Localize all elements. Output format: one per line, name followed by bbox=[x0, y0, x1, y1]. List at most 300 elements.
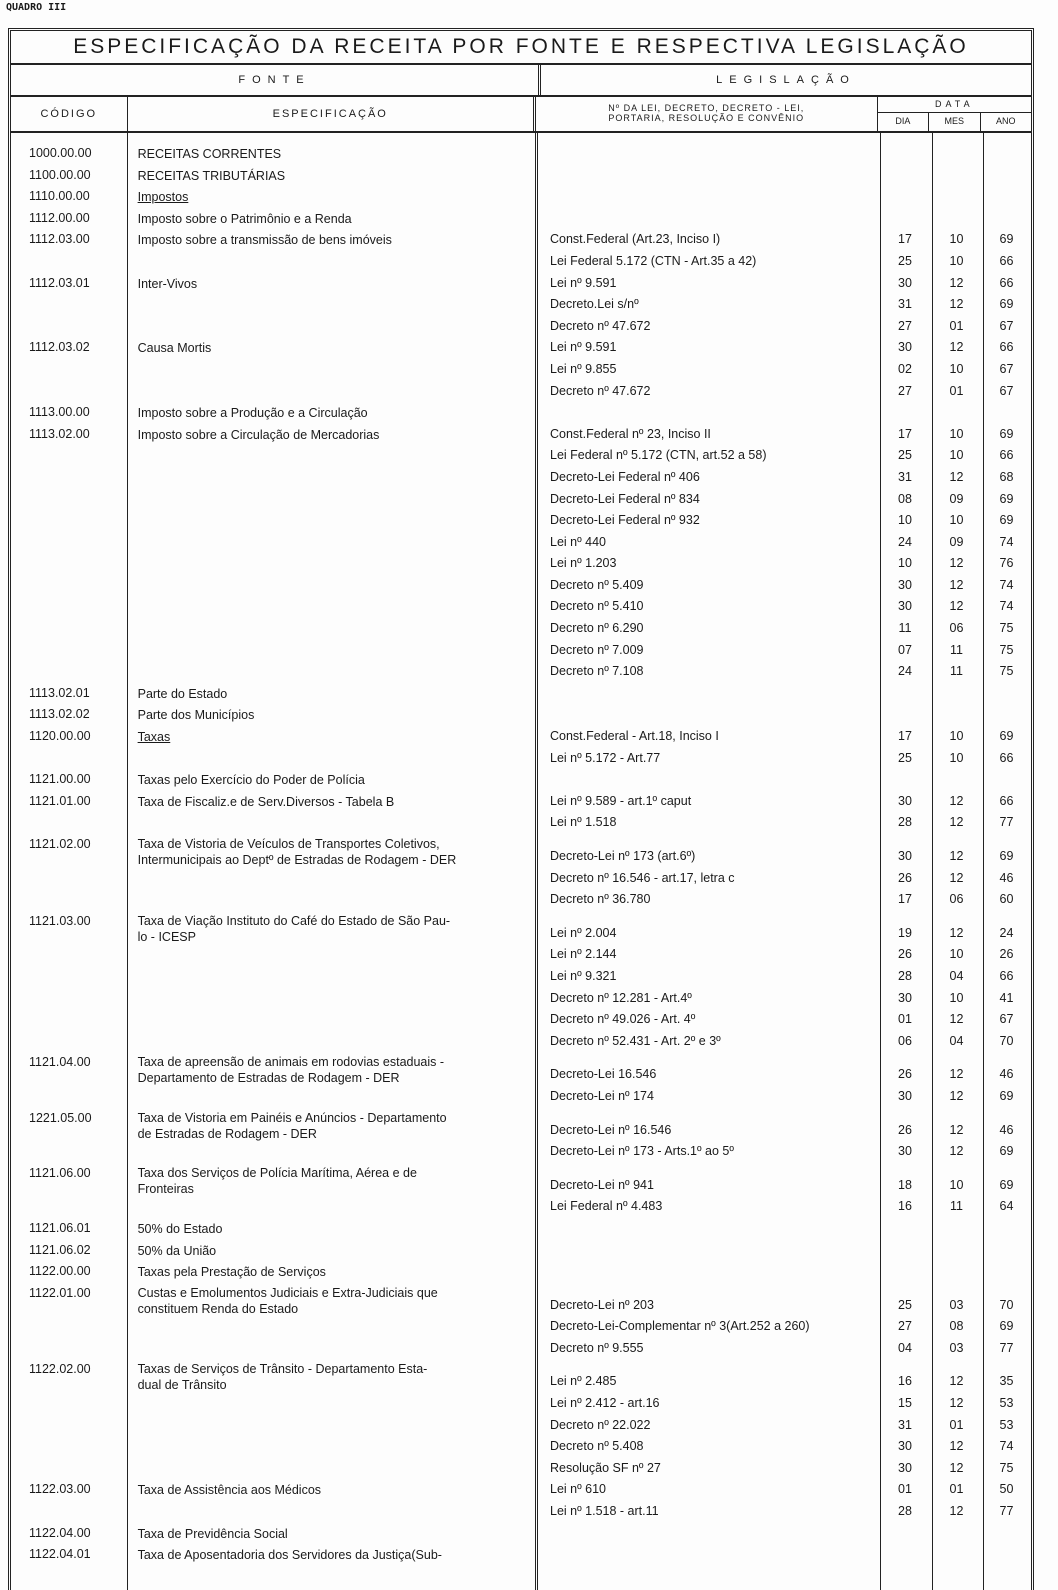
date-month: 12 bbox=[949, 556, 964, 571]
legislation-entry bbox=[536, 445, 1031, 467]
date-day: 07 bbox=[898, 642, 912, 657]
legislation-entry bbox=[536, 359, 1031, 381]
fonte-header: FONTE bbox=[11, 65, 541, 95]
date-day: 25 bbox=[898, 1297, 912, 1312]
row-code: 1121.04.00 bbox=[29, 1055, 91, 1070]
date-year: 69 bbox=[999, 1319, 1014, 1334]
ano-header: ANO bbox=[996, 116, 1016, 126]
date-month: 09 bbox=[949, 491, 964, 506]
date-month: 12 bbox=[949, 599, 964, 614]
legislation-name: Lei nº 440 bbox=[550, 534, 606, 549]
date-day: 25 bbox=[898, 253, 912, 268]
legislation-entry bbox=[536, 661, 1031, 683]
date-day: 10 bbox=[898, 556, 912, 571]
legislation-name: Decreto nº 16.546 - art.17, letra c bbox=[550, 870, 735, 885]
table-row bbox=[11, 229, 1031, 272]
date-day: 11 bbox=[898, 621, 912, 636]
table-row bbox=[11, 424, 1031, 683]
legislation-entry bbox=[536, 424, 1031, 446]
legislation-header-line-2: PORTARIA, RESOLUÇÃO E CONVÊNIO bbox=[608, 113, 805, 123]
legislation-name: Decreto-Lei Federal nº 406 bbox=[550, 469, 700, 484]
date-month: 12 bbox=[949, 849, 964, 863]
legislation-name: Lei nº 610 bbox=[550, 1482, 606, 1497]
date-day: 30 bbox=[898, 1460, 912, 1475]
date-day: 24 bbox=[898, 534, 912, 549]
date-month: 01 bbox=[949, 318, 964, 333]
legislation-entry bbox=[536, 846, 1031, 868]
table-row bbox=[11, 1052, 1031, 1107]
legislation-name: Decreto nº 5.408 bbox=[550, 1439, 644, 1454]
revenue-table bbox=[8, 28, 1034, 1590]
date-year: 69 bbox=[999, 297, 1014, 312]
row-code: 1112.03.02 bbox=[29, 340, 90, 355]
legislation-entry bbox=[536, 489, 1031, 511]
row-specification bbox=[128, 143, 536, 165]
table-row bbox=[11, 1479, 1031, 1522]
date-year: 64 bbox=[999, 1199, 1014, 1214]
specification-line: Impostos bbox=[137, 190, 189, 205]
date-day: 08 bbox=[898, 491, 912, 506]
date-year: 74 bbox=[999, 599, 1014, 614]
legislation-name: Decreto-Lei Federal nº 834 bbox=[550, 491, 700, 506]
legislation-entry bbox=[536, 1086, 1031, 1108]
date-month: 10 bbox=[949, 253, 964, 268]
legislation-entry bbox=[536, 596, 1031, 618]
date-day: 17 bbox=[898, 729, 912, 744]
date-year: 53 bbox=[999, 1396, 1014, 1411]
date-year: 69 bbox=[999, 1144, 1014, 1159]
date-month: 12 bbox=[949, 925, 964, 940]
legislation-name: Const.Federal - Art.18, Inciso I bbox=[550, 729, 719, 744]
specification-line: Causa Mortis bbox=[137, 341, 212, 356]
date-month: 11 bbox=[950, 642, 963, 657]
date-year: 24 bbox=[999, 925, 1014, 940]
legislation-name: Lei nº 2.004 bbox=[550, 925, 617, 940]
row-specification bbox=[128, 1218, 536, 1240]
date-month: 12 bbox=[949, 340, 964, 355]
date-day: 04 bbox=[898, 1340, 912, 1355]
legislation-name: Decreto-Lei nº 203 bbox=[550, 1297, 654, 1312]
specification-line: 50% do Estado bbox=[137, 1221, 223, 1236]
legislation-name: Decreto nº 7.108 bbox=[550, 664, 644, 679]
legislation-name: Decreto nº 12.281 - Art.4º bbox=[550, 990, 692, 1005]
legislation-name: Lei nº 2.144 bbox=[550, 947, 617, 962]
legislation-entry bbox=[536, 1436, 1031, 1458]
legislation-name: Lei nº 9.855 bbox=[550, 361, 617, 376]
date-month: 10 bbox=[949, 448, 964, 463]
legislation-entry bbox=[536, 575, 1031, 597]
date-year: 66 bbox=[999, 793, 1014, 808]
date-day: 30 bbox=[898, 275, 912, 290]
date-day: 31 bbox=[898, 297, 912, 312]
row-specification bbox=[128, 834, 536, 911]
legislation-entry bbox=[536, 889, 1031, 911]
legislation-entry bbox=[536, 748, 1031, 770]
legislation-name: Lei nº 5.172 - Art.77 bbox=[550, 750, 661, 765]
row-specification bbox=[128, 1544, 536, 1566]
date-day: 26 bbox=[898, 1067, 912, 1082]
legislation-name: Decreto-Lei nº 174 bbox=[550, 1088, 654, 1103]
date-day: 19 bbox=[898, 925, 912, 940]
row-specification bbox=[128, 186, 536, 208]
table-row bbox=[11, 834, 1031, 911]
column-header bbox=[11, 97, 1031, 133]
date-year: 75 bbox=[999, 1460, 1014, 1475]
date-day: 06 bbox=[898, 1033, 912, 1048]
table-row bbox=[11, 1261, 1031, 1283]
date-year: 69 bbox=[999, 426, 1014, 441]
date-year: 50 bbox=[999, 1482, 1014, 1497]
date-month: 01 bbox=[949, 1417, 964, 1432]
date-year: 69 bbox=[999, 849, 1014, 863]
date-month: 12 bbox=[949, 1088, 964, 1103]
row-specification bbox=[128, 911, 536, 1053]
date-year: 66 bbox=[999, 275, 1014, 290]
legislation-name: Const.Federal nº 23, Inciso II bbox=[550, 426, 711, 441]
date-year: 53 bbox=[999, 1417, 1014, 1432]
date-day: 26 bbox=[898, 1122, 912, 1137]
row-specification bbox=[128, 424, 536, 683]
table-title: ESPECIFICAÇÃO DA RECEITA POR FONTE E RESPECTIVA LEGISLAÇÃO bbox=[11, 31, 1031, 65]
date-day: 28 bbox=[898, 1504, 912, 1519]
date-year: 67 bbox=[999, 318, 1014, 333]
specification-line: constituem Renda do Estado bbox=[137, 1301, 299, 1316]
legislation-entry bbox=[536, 1009, 1031, 1031]
legislation-name: Decreto nº 5.410 bbox=[550, 599, 644, 614]
specification-line: Taxa de Aposentadoria dos Servidores da Justiça(Sub- bbox=[137, 1548, 442, 1563]
date-month: 06 bbox=[949, 621, 964, 636]
row-code: 1122.04.00 bbox=[29, 1525, 91, 1540]
date-day: 28 bbox=[898, 815, 912, 830]
row-code: 1121.06.00 bbox=[29, 1165, 91, 1180]
date-year: 66 bbox=[999, 750, 1014, 765]
date-month: 12 bbox=[949, 870, 964, 885]
date-month: 12 bbox=[949, 577, 964, 592]
specification-line: de Estradas de Rodagem - DER bbox=[137, 1126, 317, 1141]
date-year: 76 bbox=[999, 556, 1014, 571]
legislation-name: Decreto-Lei nº 941 bbox=[550, 1177, 654, 1192]
date-month: 11 bbox=[950, 1199, 963, 1214]
row-code: 1112.03.01 bbox=[29, 275, 90, 290]
date-month: 03 bbox=[949, 1297, 964, 1312]
date-year: 75 bbox=[999, 621, 1014, 636]
specification-line: Fronteiras bbox=[137, 1181, 194, 1196]
date-year: 66 bbox=[999, 448, 1014, 463]
specification-line: Parte do Estado bbox=[137, 686, 228, 701]
legislation-name: Lei nº 2.412 - art.16 bbox=[550, 1396, 660, 1411]
legislation-name: Lei Federal nº 4.483 bbox=[550, 1199, 663, 1214]
date-year: 69 bbox=[999, 1088, 1014, 1103]
legislation-entry bbox=[536, 1031, 1031, 1053]
specification-line: Parte dos Municípios bbox=[137, 708, 255, 723]
row-code: 1122.04.01 bbox=[29, 1547, 91, 1562]
table-row bbox=[11, 143, 1031, 165]
date-year: 66 bbox=[999, 253, 1014, 268]
specification-line: Taxas pela Prestação de Serviços bbox=[137, 1265, 326, 1280]
legislation-entry bbox=[536, 1393, 1031, 1415]
row-code: 1113.00.00 bbox=[29, 405, 90, 420]
specification-line: Imposto sobre a Produção e a Circulação bbox=[137, 406, 368, 421]
legislation-name: Lei nº 9.321 bbox=[550, 968, 617, 983]
table-row bbox=[11, 1240, 1031, 1262]
specification-line: Taxa dos Serviços de Polícia Marítima, Aérea e de bbox=[137, 1165, 417, 1180]
date-year: 77 bbox=[999, 1504, 1014, 1519]
date-day: 17 bbox=[898, 426, 912, 441]
legislation-name: Decreto.Lei s/nº bbox=[550, 297, 639, 312]
row-specification bbox=[128, 769, 536, 791]
row-specification bbox=[128, 791, 536, 834]
date-month: 10 bbox=[949, 232, 964, 247]
legislation-entry bbox=[536, 923, 1031, 945]
row-code: 1122.01.00 bbox=[29, 1285, 91, 1300]
legislation-name: Decreto-Lei nº 16.546 bbox=[550, 1122, 672, 1137]
legislation-entry bbox=[536, 988, 1031, 1010]
specification-line: lo - ICESP bbox=[137, 929, 196, 944]
row-code: 1113.02.00 bbox=[29, 426, 90, 441]
table-row bbox=[11, 1108, 1031, 1163]
legislation-name: Decreto-Lei 16.546 bbox=[550, 1067, 657, 1082]
legislation-entry bbox=[536, 1295, 1031, 1317]
date-month: 10 bbox=[949, 990, 964, 1005]
date-day: 27 bbox=[898, 383, 912, 398]
date-day: 16 bbox=[898, 1374, 912, 1389]
date-month: 03 bbox=[949, 1340, 964, 1355]
table-row bbox=[11, 683, 1031, 705]
legislation-name: Lei nº 9.589 - art.1º caput bbox=[550, 793, 692, 808]
legislation-name: Decreto nº 47.672 bbox=[550, 318, 651, 333]
table-row bbox=[11, 208, 1031, 230]
legislation-name: Lei nº 1.518 bbox=[550, 815, 617, 830]
specification-line: Imposto sobre a transmissão de bens imóveis bbox=[137, 233, 392, 248]
specification-line: Imposto sobre o Patrimônio e a Renda bbox=[137, 211, 352, 226]
date-day: 25 bbox=[898, 448, 912, 463]
table-row bbox=[11, 273, 1031, 338]
date-month: 04 bbox=[949, 968, 964, 983]
row-specification bbox=[128, 683, 536, 705]
date-month: 12 bbox=[949, 1439, 964, 1454]
legislation-entry bbox=[536, 812, 1031, 834]
row-code: 1121.01.00 bbox=[29, 793, 91, 808]
date-year: 67 bbox=[999, 1012, 1014, 1027]
date-day: 30 bbox=[898, 849, 912, 863]
date-year: 69 bbox=[999, 513, 1014, 528]
date-month: 04 bbox=[949, 1033, 964, 1048]
row-code: 1122.00.00 bbox=[29, 1264, 91, 1279]
row-code: 1121.03.00 bbox=[29, 913, 91, 928]
date-day: 30 bbox=[898, 793, 912, 808]
date-month: 10 bbox=[949, 1177, 964, 1192]
date-year: 69 bbox=[999, 729, 1014, 744]
date-day: 26 bbox=[898, 870, 912, 885]
date-day: 30 bbox=[898, 577, 912, 592]
date-month: 10 bbox=[949, 750, 964, 765]
quadro-label: QUADRO III bbox=[6, 2, 67, 13]
specification-line: Taxas bbox=[137, 730, 171, 745]
date-month: 12 bbox=[949, 793, 964, 808]
row-code: 1112.03.00 bbox=[29, 232, 90, 247]
date-day: 16 bbox=[898, 1199, 912, 1214]
table-row bbox=[11, 704, 1031, 726]
row-code: 1121.06.02 bbox=[29, 1242, 91, 1257]
table-row bbox=[11, 726, 1031, 769]
table-rows bbox=[11, 133, 1031, 1566]
legislation-entry bbox=[536, 251, 1031, 273]
date-month: 12 bbox=[949, 1012, 964, 1027]
date-month: 06 bbox=[949, 892, 964, 907]
row-specification bbox=[128, 273, 536, 338]
legislation-name: Lei Federal nº 5.172 (CTN, art.52 a 58) bbox=[550, 448, 767, 463]
date-year: 68 bbox=[999, 469, 1014, 484]
table-row bbox=[11, 1359, 1031, 1479]
date-month: 10 bbox=[949, 426, 964, 441]
dia-header: DIA bbox=[878, 113, 929, 131]
legislation-name: Lei nº 1.203 bbox=[550, 556, 617, 571]
row-specification bbox=[128, 726, 536, 769]
date-year: 70 bbox=[999, 1297, 1014, 1312]
specification-line: Departamento de Estradas de Rodagem - DER bbox=[137, 1071, 400, 1086]
date-month: 01 bbox=[949, 383, 964, 398]
date-day: 18 bbox=[898, 1177, 912, 1192]
legislation-name: Decreto-Lei nº 173 (art.6º) bbox=[550, 849, 696, 863]
legislation-name: Decreto nº 52.431 - Art. 2º e 3º bbox=[550, 1033, 721, 1048]
legislation-entry bbox=[536, 1316, 1031, 1338]
date-month: 09 bbox=[949, 534, 964, 549]
date-year: 67 bbox=[999, 361, 1014, 376]
row-specification bbox=[128, 1163, 536, 1218]
legislation-entry bbox=[536, 510, 1031, 532]
row-specification bbox=[128, 208, 536, 230]
table-row bbox=[11, 1218, 1031, 1240]
legislation-entry bbox=[536, 1371, 1031, 1393]
date-year: 69 bbox=[999, 232, 1014, 247]
mes-header: MES bbox=[929, 113, 980, 131]
especificacao-header: ESPECIFICAÇÃO bbox=[128, 97, 536, 131]
row-specification bbox=[128, 1523, 536, 1545]
date-month: 10 bbox=[949, 729, 964, 744]
date-day: 30 bbox=[898, 1144, 912, 1159]
table-body bbox=[11, 133, 1031, 1566]
date-year: 77 bbox=[999, 1340, 1014, 1355]
legislation-entry bbox=[536, 1064, 1031, 1086]
date-month: 12 bbox=[949, 1374, 964, 1389]
legislation-entry bbox=[536, 966, 1031, 988]
date-month: 12 bbox=[949, 815, 964, 830]
legislation-entry bbox=[536, 467, 1031, 489]
date-year: 46 bbox=[999, 870, 1014, 885]
legislation-entry bbox=[536, 229, 1031, 251]
legislation-entry bbox=[536, 726, 1031, 748]
row-specification bbox=[128, 1479, 536, 1522]
date-year: 77 bbox=[999, 815, 1014, 830]
legislation-entry bbox=[536, 1196, 1031, 1218]
date-day: 30 bbox=[898, 340, 912, 355]
specification-line: RECEITAS TRIBUTÁRIAS bbox=[137, 168, 286, 183]
table-row bbox=[11, 911, 1031, 1053]
specification-line: Taxa de Vistoria de Veículos de Transportes Coletivos, bbox=[137, 837, 440, 851]
legislation-number-header bbox=[536, 97, 878, 131]
legislation-entry bbox=[536, 532, 1031, 554]
date-year: 69 bbox=[999, 1177, 1014, 1192]
date-day: 25 bbox=[898, 750, 912, 765]
legislation-entry bbox=[536, 273, 1031, 295]
date-day: 17 bbox=[898, 892, 912, 907]
date-month: 12 bbox=[949, 1504, 964, 1519]
legislation-name: Decreto nº 47.672 bbox=[550, 383, 651, 398]
date-month: 12 bbox=[949, 1067, 964, 1082]
row-specification bbox=[128, 1052, 536, 1107]
table-row bbox=[11, 1283, 1031, 1360]
row-specification bbox=[128, 1240, 536, 1262]
date-day: 10 bbox=[898, 513, 912, 528]
row-code: 1121.00.00 bbox=[29, 772, 91, 787]
table-row bbox=[11, 1163, 1031, 1218]
legislation-name: Decreto-Lei nº 173 - Arts.1º ao 5º bbox=[550, 1144, 734, 1159]
date-month: 12 bbox=[949, 1122, 964, 1137]
legislation-name: Decreto-Lei Federal nº 932 bbox=[550, 513, 700, 528]
date-month: 12 bbox=[949, 297, 964, 312]
row-specification bbox=[128, 165, 536, 187]
row-code: 1121.02.00 bbox=[29, 837, 91, 851]
specification-line: Custas e Emolumentos Judiciais e Extra-Judiciais que bbox=[137, 1285, 438, 1300]
date-day: 28 bbox=[898, 968, 912, 983]
date-month: 12 bbox=[949, 275, 964, 290]
legislation-entry bbox=[536, 1141, 1031, 1163]
legislation-entry bbox=[536, 944, 1031, 966]
table-row bbox=[11, 791, 1031, 834]
row-specification bbox=[128, 1108, 536, 1163]
specification-line: Taxas pelo Exercício do Poder de Polícia bbox=[137, 773, 365, 788]
date-year: 26 bbox=[999, 947, 1014, 962]
date-day: 30 bbox=[898, 990, 912, 1005]
codigo-header: CÓDIGO bbox=[11, 97, 128, 131]
row-code: 1113.02.01 bbox=[29, 685, 90, 700]
row-specification bbox=[128, 402, 536, 424]
legislation-entry bbox=[536, 1458, 1031, 1480]
specification-line: dual de Trânsito bbox=[137, 1378, 227, 1393]
specification-line: Taxa de Fiscaliz.e de Serv.Diversos - Tabela B bbox=[137, 794, 395, 809]
date-month: 12 bbox=[949, 469, 964, 484]
legislation-name: Decreto nº 22.022 bbox=[550, 1417, 651, 1432]
specification-line: 50% da União bbox=[137, 1243, 217, 1258]
legislation-entry bbox=[536, 868, 1031, 890]
legislation-name: Decreto-Lei-Complementar nº 3(Art.252 a 260) bbox=[550, 1319, 810, 1334]
row-specification bbox=[128, 337, 536, 402]
date-year: 41 bbox=[999, 990, 1014, 1005]
date-day: 15 bbox=[898, 1396, 912, 1411]
date-year: 75 bbox=[999, 642, 1014, 657]
legislation-entry bbox=[536, 316, 1031, 338]
date-day: 01 bbox=[898, 1482, 912, 1497]
table-row bbox=[11, 1544, 1031, 1566]
legislation-header-line-1: Nº DA LEI, DECRETO, DECRETO - LEI, bbox=[608, 103, 805, 113]
date-month: 08 bbox=[949, 1319, 964, 1334]
row-code: 1121.06.01 bbox=[29, 1220, 91, 1235]
date-month: 10 bbox=[949, 513, 964, 528]
row-specification bbox=[128, 704, 536, 726]
row-code: 1113.02.02 bbox=[29, 707, 90, 722]
specification-line: Taxas de Serviços de Trânsito - Departamento Esta- bbox=[137, 1362, 428, 1377]
date-month: 11 bbox=[950, 664, 963, 679]
row-code: 1221.05.00 bbox=[29, 1110, 92, 1125]
date-day: 30 bbox=[898, 1088, 912, 1103]
date-day: 30 bbox=[898, 599, 912, 614]
row-specification bbox=[128, 1359, 536, 1479]
date-day: 30 bbox=[898, 1439, 912, 1454]
date-year: 69 bbox=[999, 491, 1014, 506]
date-year: 67 bbox=[999, 383, 1014, 398]
row-code: 1122.03.00 bbox=[29, 1482, 91, 1497]
date-day: 27 bbox=[898, 1319, 912, 1334]
